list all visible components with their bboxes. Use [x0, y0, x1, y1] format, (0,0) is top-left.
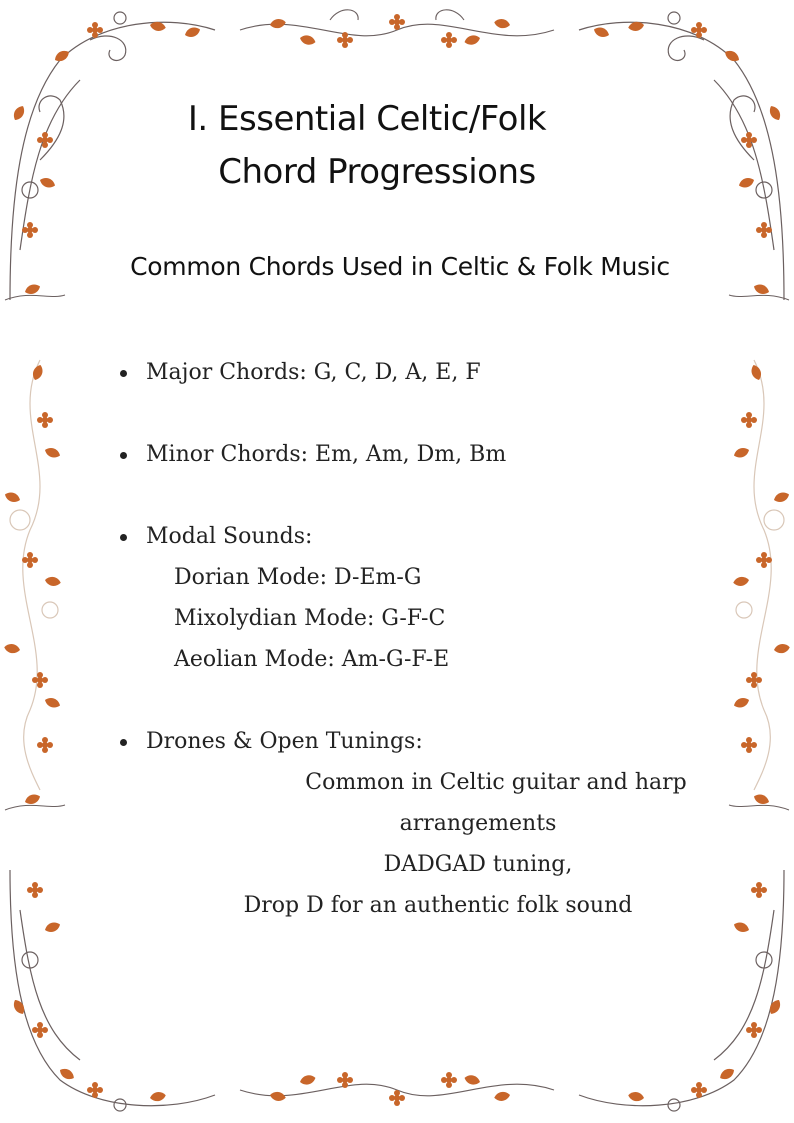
mode-mixolydian: Mixolydian Mode: G-F-C — [174, 606, 446, 631]
mode-dorian: Dorian Mode: D-Em-G — [174, 565, 422, 590]
drones-description-line-2: arrangements — [399, 811, 557, 836]
drones-description-line-1: Common in Celtic guitar and harp — [305, 770, 687, 795]
section-subtitle: Common Chords Used in Celtic & Folk Music — [130, 252, 670, 281]
list-item-minor-chords: Minor Chords: Em, Am, Dm, Bm — [118, 434, 718, 475]
page-title — [0, 98, 734, 193]
mode-aeolian: Aeolian Mode: Am-G-F-E — [174, 647, 450, 672]
drones-drop-d: Drop D for an authentic folk sound — [243, 893, 633, 918]
list-item-modal-sounds: Modal Sounds: — [118, 516, 718, 557]
drones-dadgad-tuning: DADGAD tuning, — [383, 852, 573, 877]
list-item-major-chords: Major Chords: G, C, D, A, E, F — [118, 352, 718, 393]
chord-list — [118, 352, 718, 926]
page-title-line-1: I. Essential Celtic/Folk — [187, 99, 547, 139]
page-title-line-2: Chord Progressions — [218, 151, 536, 192]
list-item-drones-open-tunings: Drones & Open Tunings: — [118, 721, 718, 762]
